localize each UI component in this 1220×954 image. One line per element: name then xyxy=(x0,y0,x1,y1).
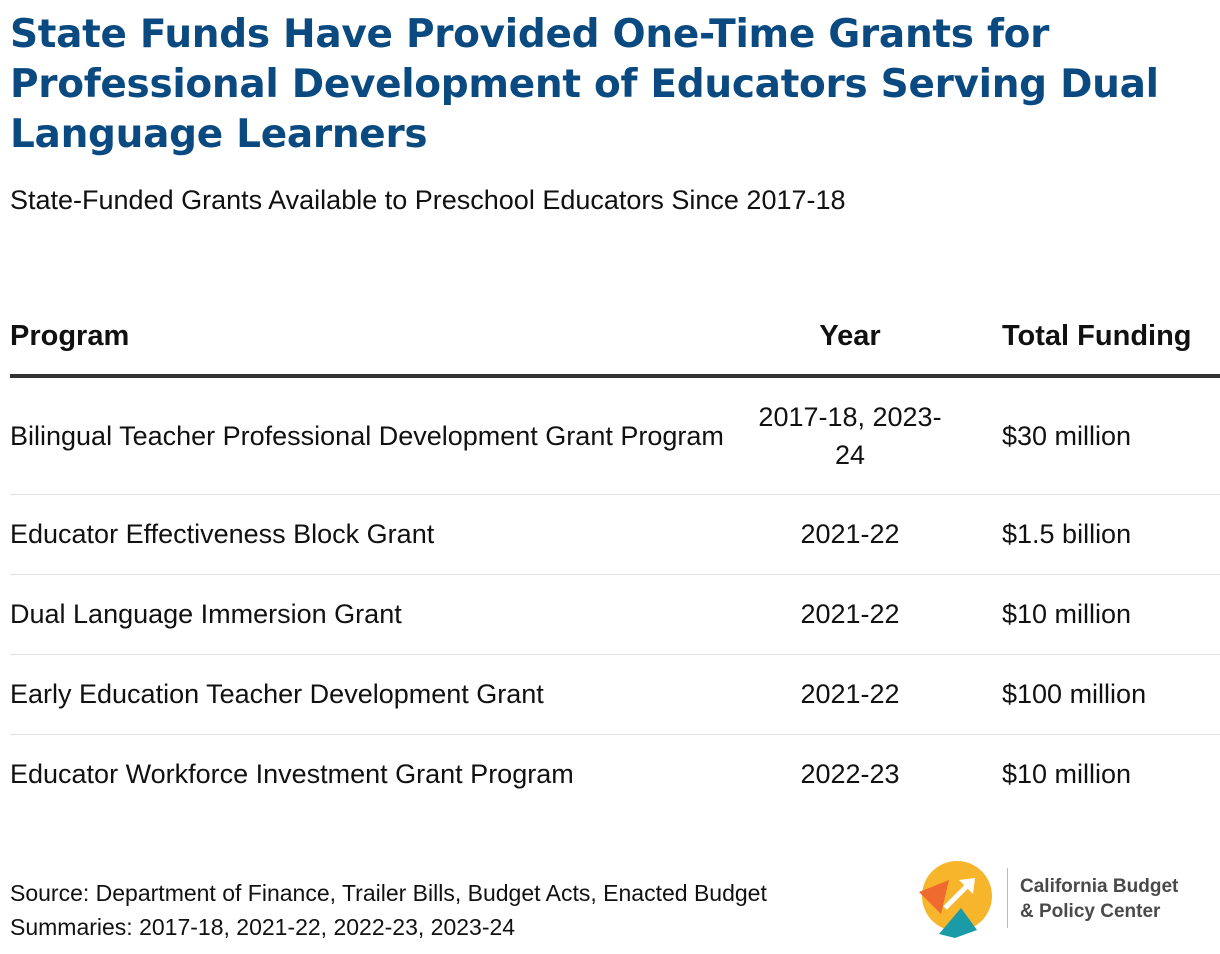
source-note: Source: Department of Finance, Trailer Bills, Budget Acts, Enacted Budget Summaries: 2017-18, 2021-22, 2022-23, 2023-24 xyxy=(10,880,767,940)
logo-divider xyxy=(1007,868,1008,928)
organization-logo xyxy=(915,858,1205,938)
cell-funding: $1.5 billion xyxy=(950,494,1220,574)
cell-year: 2021-22 xyxy=(750,494,950,574)
cell-year: 2021-22 xyxy=(750,574,950,654)
logo-mark-icon xyxy=(915,858,997,938)
cell-funding: $30 million xyxy=(950,376,1220,494)
table-row xyxy=(10,574,1220,654)
cell-program: Early Education Teacher Development Grant xyxy=(10,654,750,734)
chart-title: State Funds Have Provided One-Time Grants for Professional Development of Educators Serving Dual Language Learners xyxy=(10,12,1159,157)
cell-year: 2022-23 xyxy=(800,759,900,790)
cell-program: Dual Language Immersion Grant xyxy=(10,574,750,654)
funding-table xyxy=(10,272,1220,814)
cell-year: 2017-18, 2023-24 xyxy=(750,376,950,494)
cell-funding: $10 million xyxy=(950,574,1220,654)
logo-line-1: California Budget xyxy=(1020,876,1179,897)
logo-line-2: & Policy Center xyxy=(1020,901,1161,922)
cell-year: 2021-22 xyxy=(750,654,950,734)
table-header-row xyxy=(10,272,1220,376)
chart-subtitle: State-Funded Grants Available to Preschool Educators Since 2017-18 xyxy=(10,185,846,215)
table-row xyxy=(10,494,1220,574)
column-header-program: Program xyxy=(10,272,750,376)
table-row xyxy=(10,654,1220,734)
column-header-year: Year xyxy=(750,272,950,376)
cell-program: Educator Effectiveness Block Grant xyxy=(10,494,750,574)
cell-funding: $10 million xyxy=(1002,759,1132,790)
table-row xyxy=(10,734,1220,814)
table-row xyxy=(10,376,1220,494)
cell-program: Bilingual Teacher Professional Development Grant Program xyxy=(10,376,750,494)
logo-wordmark xyxy=(1020,874,1178,924)
column-header-total-funding: Total Funding xyxy=(950,272,1220,376)
cell-program: Educator Workforce Investment Grant Program xyxy=(10,759,574,790)
cell-funding: $100 million xyxy=(950,654,1220,734)
